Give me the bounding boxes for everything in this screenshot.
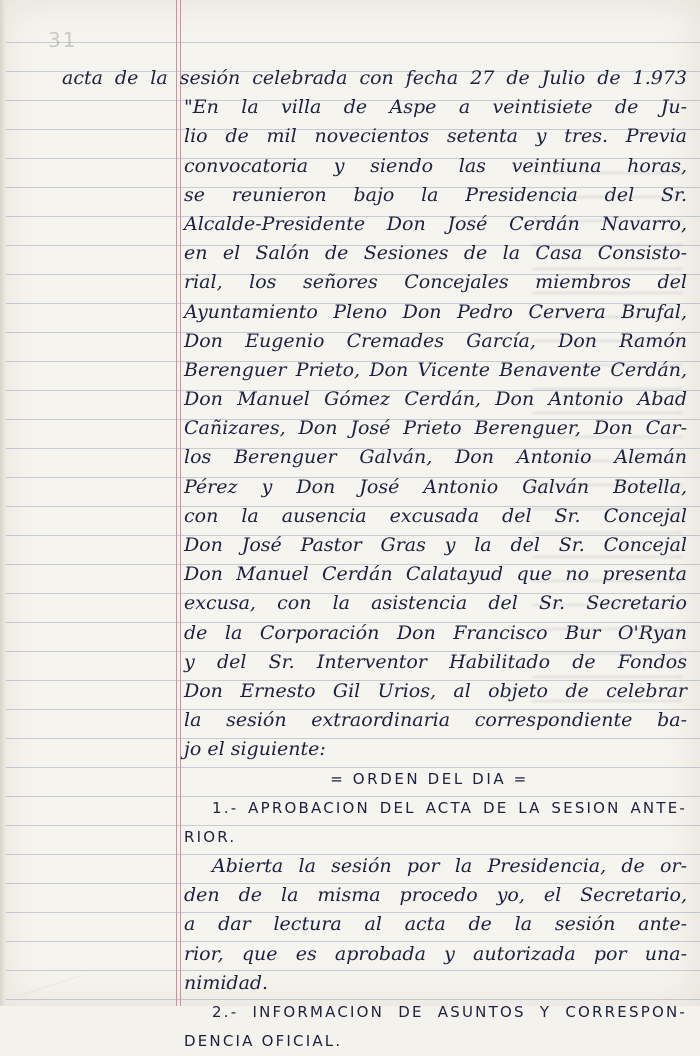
text-line: rial, los señores Concejales miembros del bbox=[184, 271, 687, 294]
text-line: Don Eugenio Cremades García, Don Ramón bbox=[184, 329, 687, 352]
text-line: excusa, con la asistencia del Sr. Secretario bbox=[184, 592, 687, 615]
text-line: y del Sr. Interventor Habilitado de Fondos bbox=[184, 650, 687, 673]
text-line: Don Manuel Cerdán Calatayud que no presenta bbox=[184, 563, 687, 586]
text-line: en el Salón de Sesiones de la Casa Consisto- bbox=[184, 242, 687, 265]
text-line: Don Manuel Gómez Cerdán, Don Antonio Abad bbox=[184, 388, 687, 411]
text-line: se reunieron bajo la Presidencia del Sr. bbox=[184, 183, 687, 206]
text-line: jo el siguiente: bbox=[184, 738, 326, 761]
page-number: 31 bbox=[48, 28, 78, 52]
text-line: Pérez y Don José Antonio Galván Botella, bbox=[184, 475, 687, 498]
text-line: Abierta la sesión por la Presidencia, de or- bbox=[212, 855, 687, 878]
text-line: Ayuntamiento Pleno Don Pedro Cervera Brufal, bbox=[184, 300, 687, 323]
text-line: den de la misma procedo yo, el Secretario, bbox=[184, 884, 687, 907]
text-line: con la ausencia excusada del Sr. Concejal bbox=[184, 504, 687, 527]
text-line: Don José Pastor Gras y la del Sr. Concejal bbox=[184, 534, 687, 556]
text-line: "En la villa de Aspe a veintisiete de Ju- bbox=[184, 96, 687, 119]
text-line: Alcalde-Presidente Don José Cerdán Navarro, bbox=[184, 212, 687, 235]
text-line: de la Corporación Don Francisco Bur O'Ryan bbox=[184, 621, 687, 644]
text-line: lio de mil novecientos setenta y tres. Previa bbox=[184, 125, 687, 148]
handwritten-minutes bbox=[62, 64, 687, 1056]
text-line: rior, que es aprobada y autorizada por una- bbox=[184, 942, 687, 965]
text-line: la sesión extraordinaria correspondiente ba- bbox=[184, 709, 687, 732]
text-line: a dar lectura al acta de la sesión ante- bbox=[184, 913, 687, 936]
text-line: Don Ernesto Gil Urios, al objeto de celebrar bbox=[184, 679, 687, 702]
agenda-item-2: 2.- INFORMACION DE ASUNTOS Y CORRESPON- bbox=[212, 1003, 687, 1021]
text-line: nimidad. bbox=[184, 971, 269, 994]
agenda-item-1-continued: RIOR. bbox=[184, 827, 237, 846]
agenda-heading: = ORDEN DEL DIA = bbox=[330, 769, 529, 788]
page-binding-edge bbox=[0, 0, 6, 1006]
text-line: Cañizares, Don José Prieto Berenguer, Don Car- bbox=[184, 417, 687, 440]
text-line: acta de la sesión celebrada con fecha 27 de Julio de 1.973 bbox=[62, 67, 687, 89]
text-line: convocatoria y siendo las veintiuna horas, bbox=[184, 154, 687, 177]
text-line: Berenguer Prieto, Don Vicente Benavente Cerdán, bbox=[184, 358, 687, 381]
agenda-item-1: 1.- APROBACION DEL ACTA DE LA SESION ANTE- bbox=[212, 798, 687, 817]
text-line: los Berenguer Galván, Don Antonio Alemán bbox=[184, 446, 687, 469]
agenda-item-2-continued: DENCIA OFICIAL. bbox=[184, 1032, 343, 1051]
